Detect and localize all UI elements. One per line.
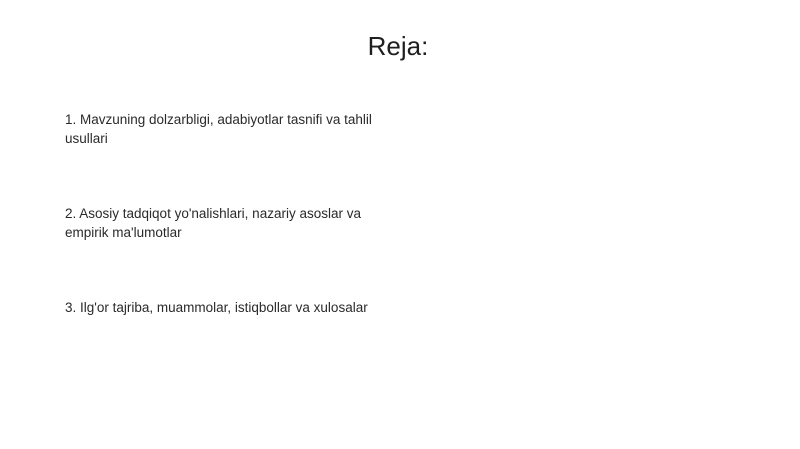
plan-item-3: 3. Ilg'or tajriba, muammolar, istiqbollar va xulosalar bbox=[65, 300, 368, 315]
slide-title: Reja: bbox=[367, 31, 429, 61]
plan-item-2: 2. Asosiy tadqiqot yo'nalishlari, nazariy asoslar va empirik ma'lumotlar bbox=[65, 206, 361, 240]
plan-item-1: 1. Mavzuning dolzarbligi, adabiyotlar tasnifi va tahlil usullari bbox=[65, 112, 372, 146]
